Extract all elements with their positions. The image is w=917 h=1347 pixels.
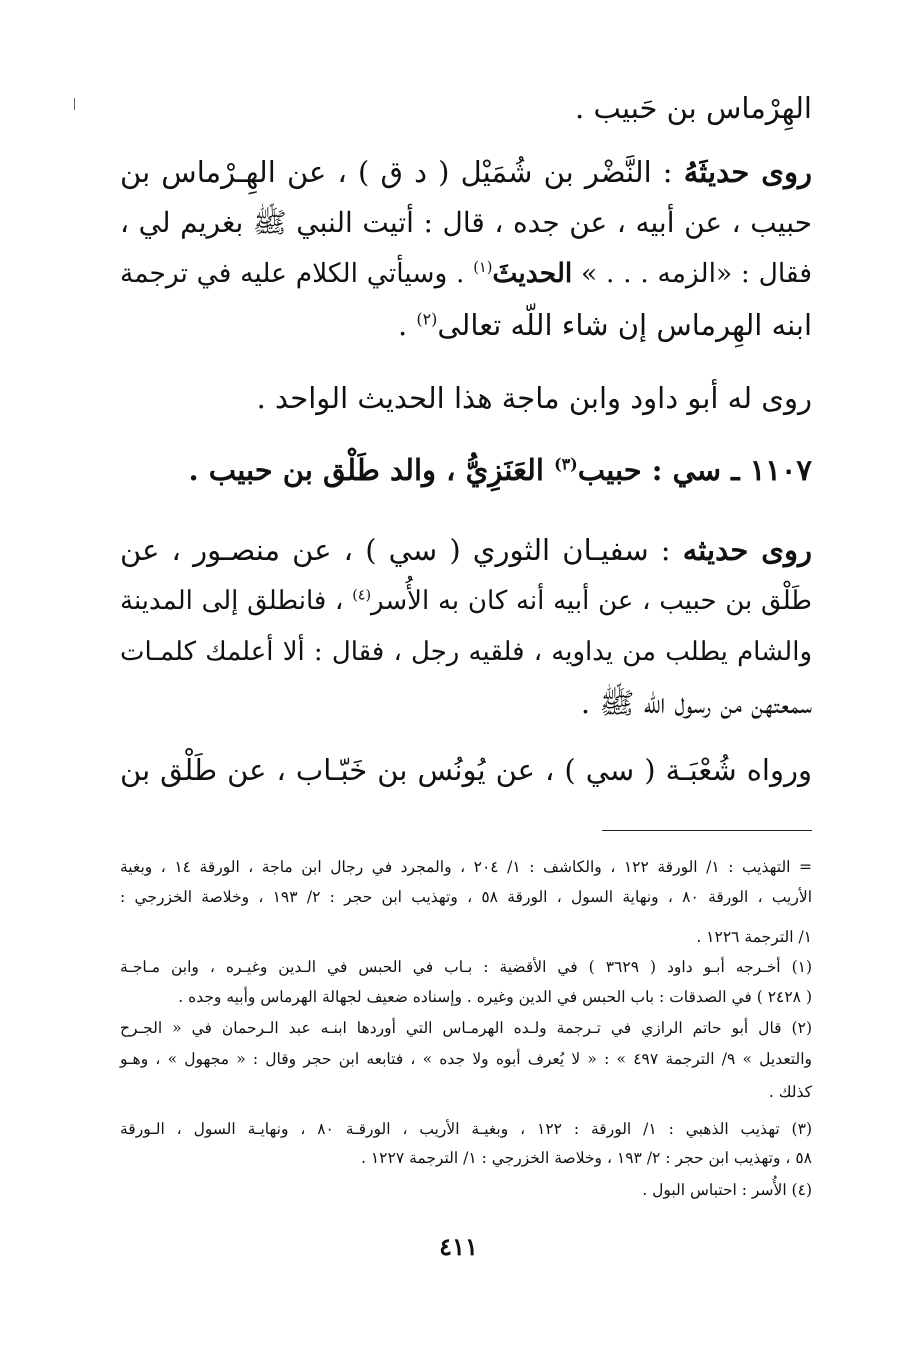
text-segment: ، فانطلق إلى المدينة bbox=[120, 586, 353, 616]
footnote-text: ( ٢٤٢٨ ) في الصدقات : باب الحبس في الدين وغيره . وإسناده ضعيف لجهالة الهرماس وأبيه وجده . bbox=[178, 988, 812, 1006]
paragraph-line bbox=[120, 750, 812, 790]
text-segment: فقال : «الزمه . . . » bbox=[572, 258, 812, 289]
footnote-ref: (٢) bbox=[416, 309, 438, 329]
footnote-ref: (١) bbox=[473, 259, 493, 277]
footnote-line bbox=[120, 885, 812, 909]
footnote-ref: (٣) bbox=[554, 454, 578, 474]
hadith-word: الحديثَ bbox=[492, 258, 573, 289]
text-segment: ابنه الهِرماس إن شاء اللّه تعالى bbox=[437, 308, 812, 342]
text-line bbox=[120, 88, 812, 128]
narrator-lead: روى حديثَهُ bbox=[683, 155, 812, 189]
paragraph-line bbox=[120, 203, 812, 243]
margin-mark bbox=[74, 98, 75, 110]
footnote-text: ١/ الترجمة ١٢٢٦ . bbox=[696, 928, 812, 946]
footnote-line bbox=[120, 1047, 812, 1071]
paragraph-line bbox=[120, 581, 812, 621]
footnote-text: (٤) الأُسر : احتباس البول . bbox=[642, 1181, 812, 1199]
entry-name-suffix: العَنَزِيُّ ، والد طَلْق بن حبيب . bbox=[188, 453, 555, 487]
text-segment: . bbox=[397, 308, 417, 342]
paragraph-line bbox=[120, 632, 812, 672]
footnote-ref: (٤) bbox=[352, 587, 372, 604]
footnote-text: كذلك . bbox=[768, 1083, 812, 1101]
footnote-separator bbox=[602, 830, 812, 831]
entry-heading bbox=[120, 450, 812, 490]
footnote-line bbox=[120, 1080, 812, 1104]
footnote-line bbox=[120, 925, 812, 949]
footnote-text: الأريب ، الورقة ٨٠ ، ونهاية السول ، الورقة ٥٨ ، وتهذيب ابن حجر : ٢/ ١٩٣ ، وخلاصة الخزرجي : bbox=[120, 888, 812, 906]
text-segment: والشام يطلب من يداويه ، فلقيه رجل ، فقال : ألا أعلمك كلمـات bbox=[120, 637, 812, 667]
footnote-text: (٢) قال أبو حاتم الرازي في تـرجمة ولـده الهرمـاس التي أوردها ابنـه عبد الـرحمان في « الجـرح bbox=[120, 1019, 812, 1037]
paragraph-line bbox=[120, 152, 812, 192]
text-segment: الهِرْماس بن حَبيب . bbox=[575, 91, 812, 125]
paragraph-line bbox=[120, 305, 812, 345]
text-segment: . وسيأتي الكلام عليه في ترجمة bbox=[120, 258, 474, 289]
footnote-text: = التهذيب : ١/ الورقة ١٢٢ ، والكاشف : ١/ ٢٠٤ ، والمجرد في رجال ابن ماجة ، الورقة ١٤ ، وبغية bbox=[120, 858, 812, 876]
text-segment: طَلْق بن حبيب ، عن أبيه أنه كان به الأُسر bbox=[371, 586, 812, 616]
narrator-lead: روى حديثه bbox=[682, 533, 813, 567]
footnote-line bbox=[120, 1146, 812, 1170]
footnote-text: (١) أخـرجه أبـو داود ( ٣٦٢٩ ) في الأقضية : بـاب في الحبس في الـدين وغيـره ، وابن مـاجـة bbox=[120, 958, 813, 976]
text-segment: سمعتهن من رسول اللّه ﷺ . bbox=[580, 686, 812, 720]
footnote-text: (٣) تهذيب الذهبي : ١/ الورقة : ١٢٢ ، وبغيـة الأريب ، الورقـة ٨٠ ، ونهايـة السول ، الـورقة bbox=[120, 1120, 812, 1138]
footnote-line bbox=[120, 955, 812, 979]
text-segment: : النَّضْر بن شُمَيْل ( د ق ) ، عن الهِـرْماس بن bbox=[120, 155, 684, 189]
text-segment: : سفيـان الثوري ( سي ) ، عن منصـور ، عن bbox=[120, 533, 683, 567]
footnote-line bbox=[120, 1117, 812, 1141]
text-segment: ورواه شُعْبَـة ( سي ) ، عن يُونُس بن خَبّـاب ، عن طَلْق بن bbox=[120, 753, 812, 787]
footnote-text: والتعديل » ٩/ الترجمة ٤٩٧ » : « لا يُعرف أبوه ولا جده » ، فتابعه ابن حجر وقال : « مجهول » ، وهـو bbox=[120, 1050, 812, 1068]
entry-number-name: ١١٠٧ ـ سي : حبيب bbox=[577, 453, 812, 487]
page-number: ٤١١ bbox=[439, 1232, 478, 1261]
paragraph-line bbox=[120, 378, 812, 418]
footnote-line bbox=[120, 985, 812, 1009]
footnote-line bbox=[120, 855, 812, 879]
footnote-line bbox=[120, 1016, 812, 1040]
text-segment: حبيب ، عن أبيه ، عن جده ، قال : أتيت النبي ﷺ بغريم لي ، bbox=[120, 206, 813, 239]
text-segment: روى له أبو داود وابن ماجة هذا الحديث الواحد . bbox=[256, 381, 812, 415]
paragraph-line bbox=[120, 254, 812, 294]
paragraph-line bbox=[120, 530, 812, 570]
footnote-text: ٥٨ ، وتهذيب ابن حجر : ٢/ ١٩٣ ، وخلاصة الخزرجي : ١/ الترجمة ١٢٢٧ . bbox=[360, 1149, 812, 1167]
footnote-line bbox=[120, 1178, 812, 1202]
paragraph-line bbox=[120, 683, 812, 723]
